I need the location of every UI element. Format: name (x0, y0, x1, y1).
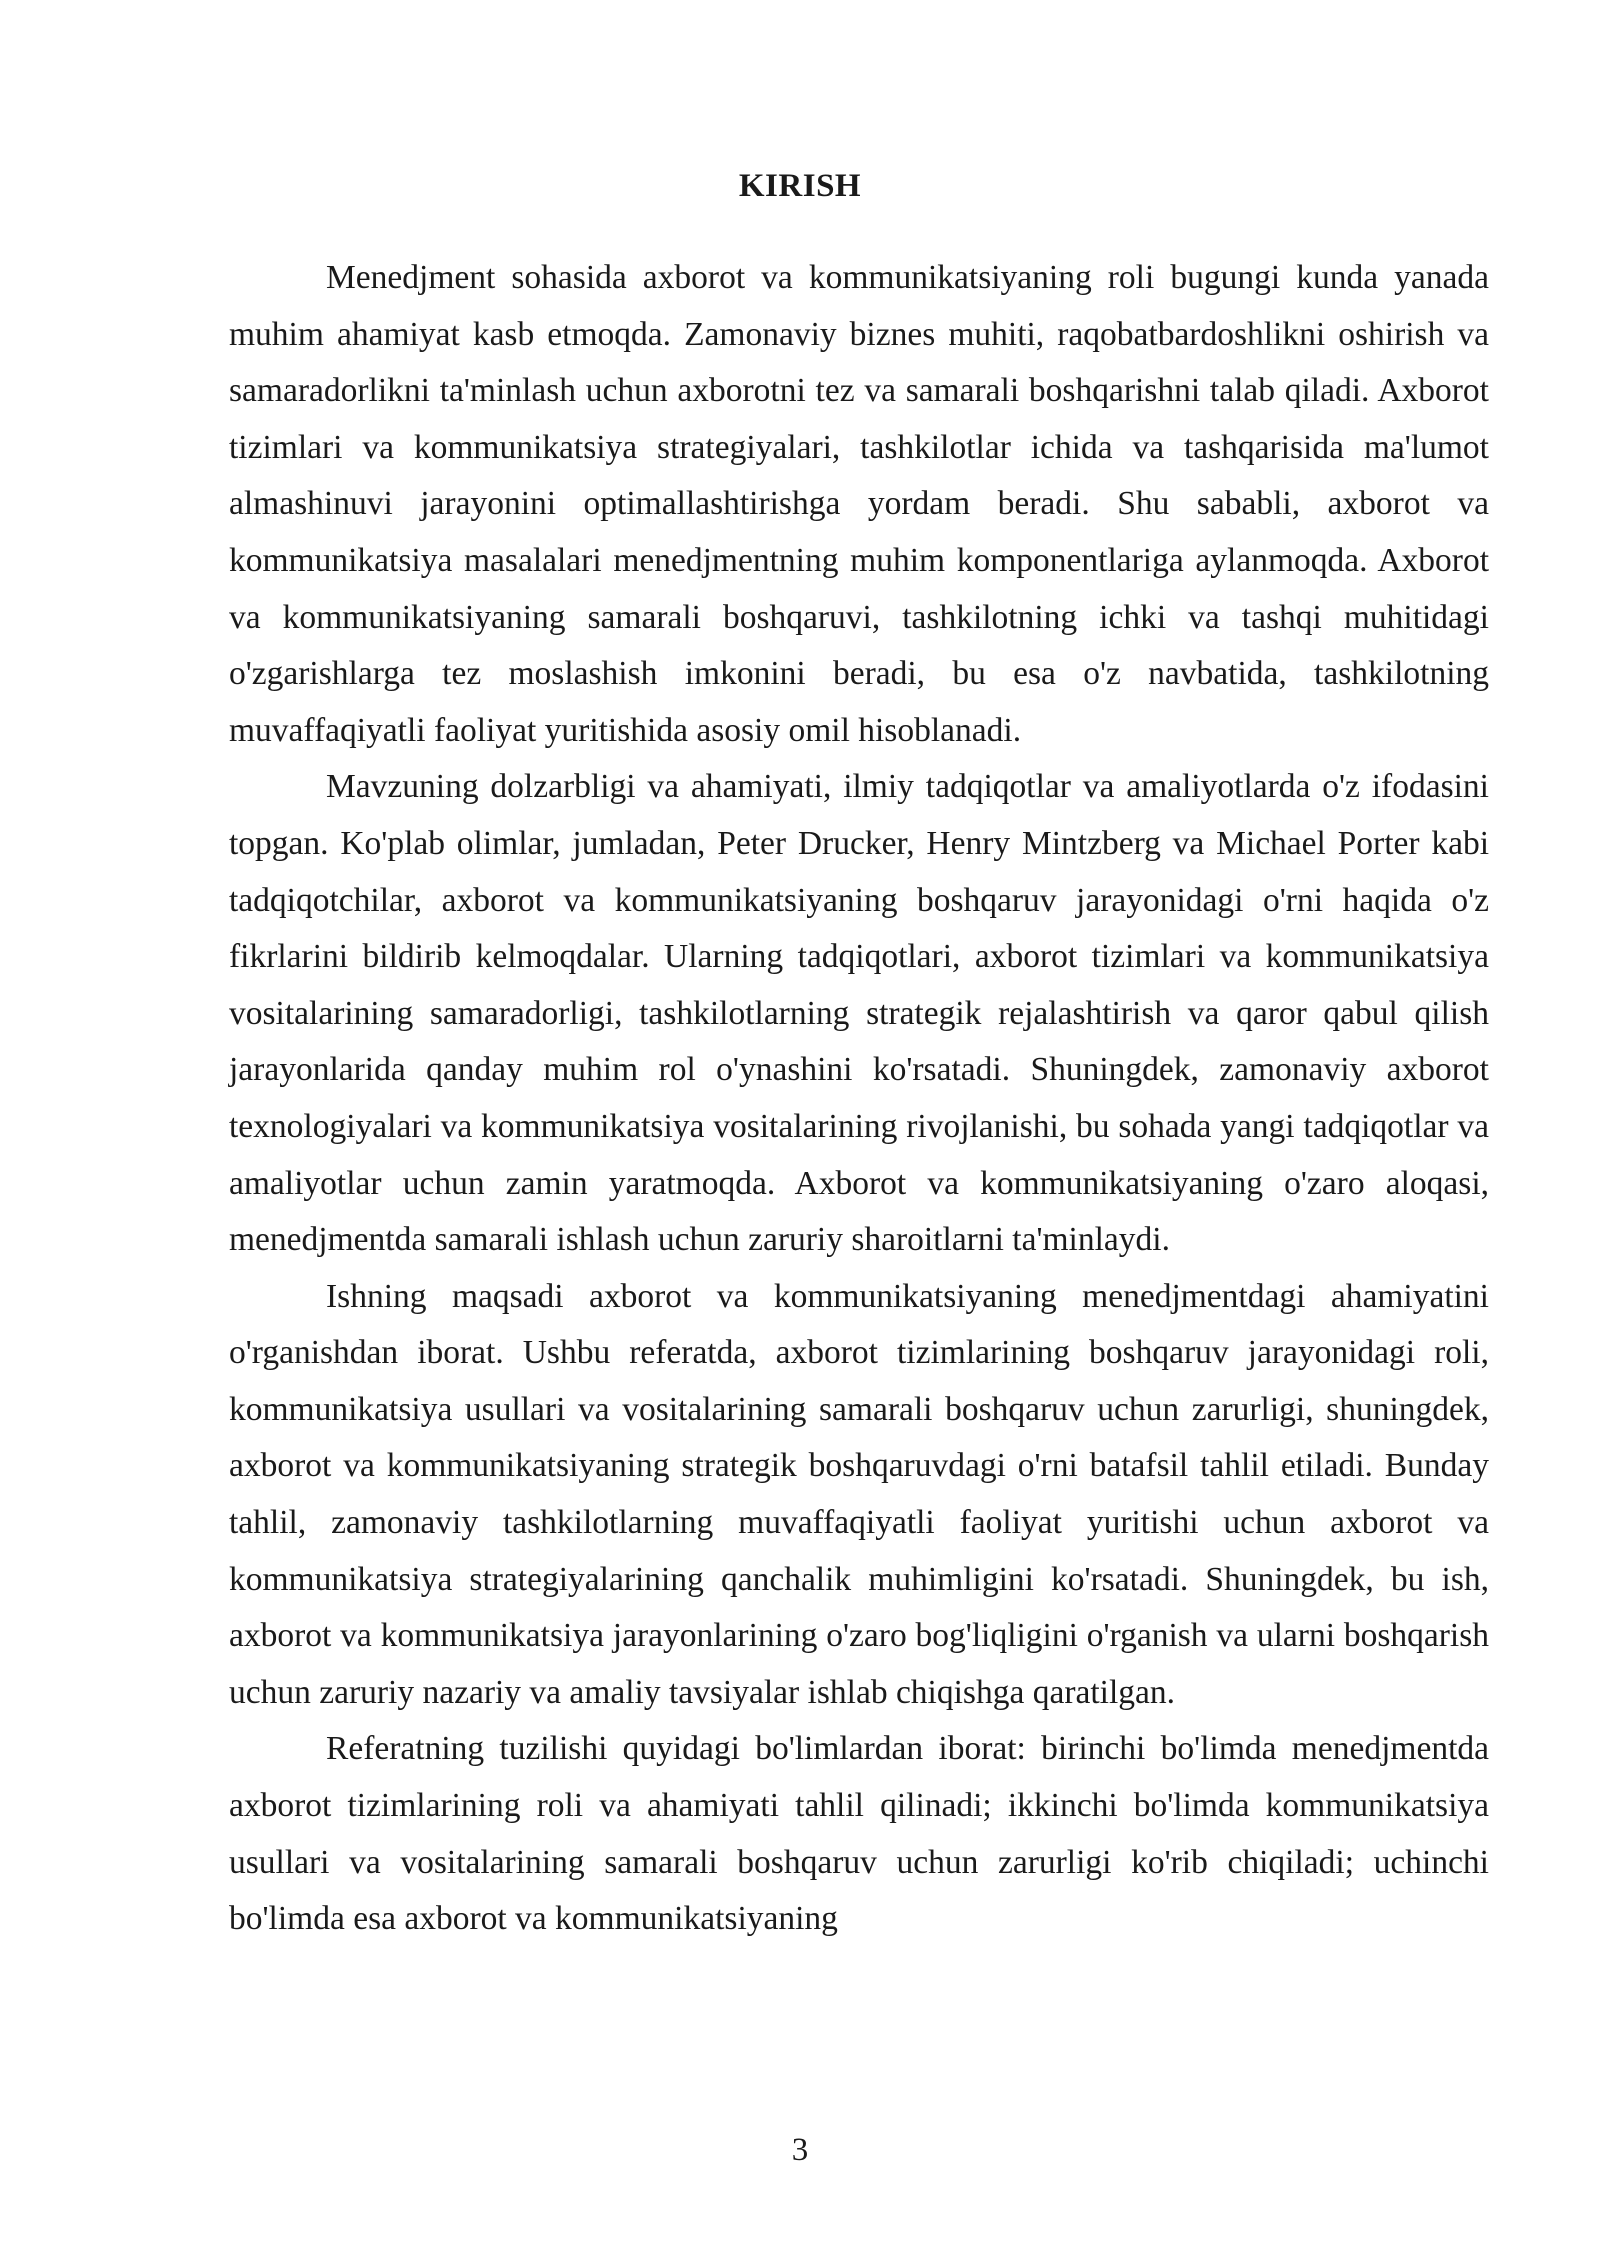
paragraph-structure: Referatning tuzilishi quyidagi bo'limlardan iborat: birinchi bo'limda menedjmentda axborot tizimlarining roli va ahamiyati tahlil qilinadi; ikkinchi bo'limda kommunikatsiya usullari va vositalarining samarali boshqaruv uchun zarurligi ko'rib chiqiladi; uchinchi bo'limda esa axborot va kommunikatsiyaning (229, 1730, 1489, 1938)
page-title: KIRISH (738, 168, 862, 204)
page-number: 3 (791, 2132, 809, 2168)
paragraph-goal: Ishning maqsadi axborot va kommunikatsiyaning menedjmentdagi ahamiyatini o'rganishdan iborat. Ushbu referatda, axborot tizimlarining boshqaruv jarayonidagi roli, kommunikatsiya usullari va vositalarining samarali boshqaruv uchun zarurligi, shuningdek, axborot va kommunikatsiyaning strategik boshqaruvdagi o'rni batafsil tahlil etiladi. Bunday tahlil, zamonaviy tashkilotlarning muvaffaqiyatli faoliyat yuritishi uchun axborot va kommunikatsiya strategiyalarining qanchalik muhimligini ko'rsatadi. Shuningdek, bu ish, axborot va kommunikatsiya jarayonlarining o'zaro bog'liqligini o'rganish va ularni boshqarish uchun zaruriy nazariy va amaliy tavsiyalar ishlab chiqishga qaratilgan. (229, 1277, 1489, 1711)
paragraph-relevance: Mavzuning dolzarbligi va ahamiyati, ilmiy tadqiqotlar va amaliyotlarda o'z ifodasini topgan. Ko'plab olimlar, jumladan, Peter Drucker, Henry Mintzberg va Michael Porter kabi tadqiqotchilar, axborot va kommunikatsiyaning boshqaruv jarayonidagi o'rni haqida o'z fikrlarini bildirib kelmoqdalar. Ularning tadqiqotlari, axborot tizimlari va kommunikatsiya vositalarining samaradorligi, tashkilotlarning strategik rejalashtirish va qaror qabul qilish jarayonlarida qanday muhim rol o'ynashini ko'rsatadi. Shuningdek, zamonaviy axborot texnologiyalari va kommunikatsiya vositalarining rivojlanishi, bu sohada yangi tadqiqotlar va amaliyotlar uchun zamin yaratmoqda. Axborot va kommunikatsiyaning o'zaro aloqasi, menedjmentda samarali ishlash uchun zaruriy sharoitlarni ta'minlaydi. (229, 768, 1489, 1259)
document-body (229, 250, 1489, 1948)
paragraph-intro: Menedjment sohasida axborot va kommunikatsiyaning roli bugungi kunda yanada muhim ahamiyat kasb etmoqda. Zamonaviy biznes muhiti, raqobatbardoshlikni oshirish va samaradorlikni ta'minlash uchun axborotni tez va samarali boshqarishni talab qiladi. Axborot tizimlari va kommunikatsiya strategiyalari, tashkilotlar ichida va tashqarisida ma'lumot almashinuvi jarayonini optimallashtirishga yordam beradi. Shu sababli, axborot va kommunikatsiya masalalari menedjmentning muhim komponentlariga aylanmoqda. Axborot va kommunikatsiyaning samarali boshqaruvi, tashkilotning ichki va tashqi muhitidagi o'zgarishlarga tez moslashish imkonini beradi, bu esa o'z navbatida, tashkilotning muvaffaqiyatli faoliyat yuritishida asosiy omil hisoblanadi. (229, 259, 1489, 749)
